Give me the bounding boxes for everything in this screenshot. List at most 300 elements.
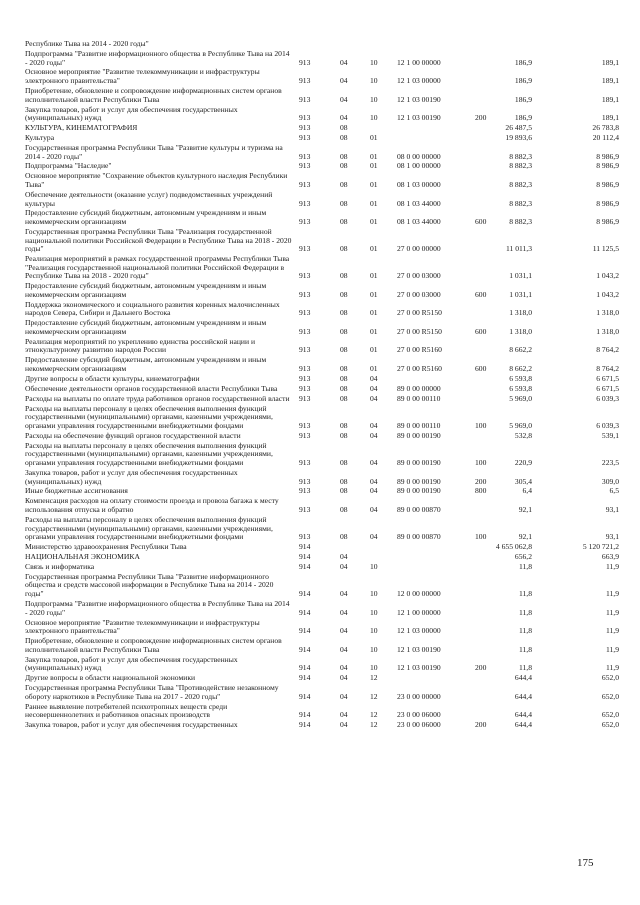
table-row: [25, 40, 625, 49]
section-code-cell: 04: [340, 626, 348, 636]
amount-2020-cell: 1 318,0: [596, 326, 619, 336]
amount-2020-cell: 1 043,2: [596, 289, 619, 299]
row-name: Расходы на обеспечение функций органов государственной власти: [25, 430, 241, 440]
row-name: Подпрограмма "Наследие": [25, 161, 112, 171]
target-article-cell: 12 1 03 00190: [397, 113, 441, 123]
target-article-cell: 27 0 00 R5160: [397, 345, 442, 355]
subsection-code-cell: 01: [370, 345, 378, 355]
row-name: Министерство здравоохранения Республики Тыва: [25, 542, 187, 552]
section-code-cell: 04: [340, 76, 348, 86]
admin-code-cell: 913: [299, 113, 311, 123]
row-name: Подпрограмма "Развитие информационного общества в Республике Тыва на 2014 - 2020 годы": [25, 48, 290, 67]
target-article-cell: 12 0 00 00000: [397, 589, 441, 599]
expense-type-cell: 100: [475, 457, 487, 467]
target-article-cell: 27 0 00 R5150: [397, 308, 442, 318]
target-article-cell: 89 0 00 00110: [397, 393, 441, 403]
row-codes: [25, 563, 625, 572]
table-row: [25, 721, 625, 730]
section-code-cell: 08: [340, 271, 348, 281]
section-code-cell: 08: [340, 180, 348, 189]
amount-2019-cell: 8 882,3: [509, 198, 532, 208]
row-codes: [25, 96, 625, 105]
amount-2019-cell: 11,8: [518, 589, 532, 599]
amount-2020-cell: 93,1: [605, 532, 619, 542]
admin-code-cell: 913: [299, 363, 311, 373]
row-name: Основное мероприятие "Развитие телекоммуникации и инфраструктуры электронного правительства": [25, 67, 260, 86]
amount-2020-cell: 11,9: [605, 589, 619, 599]
table-row: [25, 674, 625, 683]
amount-2019-cell: 644,4: [514, 710, 532, 720]
admin-code-cell: 913: [299, 57, 311, 67]
subsection-code-cell: 10: [370, 644, 378, 654]
target-article-cell: 08 1 03 44000: [397, 198, 441, 208]
admin-code-cell: 914: [299, 691, 311, 701]
admin-code-cell: 913: [299, 123, 311, 133]
admin-code-cell: 913: [299, 151, 311, 161]
admin-code-cell: 914: [299, 710, 311, 720]
admin-code-cell: 913: [299, 486, 311, 496]
target-article-cell: 89 0 00 00870: [397, 532, 441, 542]
section-code-cell: 08: [340, 420, 348, 430]
expense-type-cell: 600: [475, 217, 487, 227]
section-code-cell: 04: [340, 551, 348, 561]
target-article-cell: 08 1 03 44000: [397, 217, 441, 227]
row-codes: [25, 627, 625, 636]
table-row: [25, 228, 625, 254]
subsection-code-cell: 01: [370, 133, 378, 142]
amount-2020-cell: 11,9: [605, 663, 619, 673]
row-name: Компенсация расходов на оплату стоимости проезда и провоза багажа к месту использования отпуска и обратно: [25, 496, 279, 514]
amount-2020-cell: 20 112,4: [592, 133, 619, 142]
table-row: [25, 432, 625, 441]
subsection-code-cell: 04: [370, 430, 378, 440]
table-row: [25, 144, 625, 161]
section-code-cell: 08: [340, 504, 348, 514]
section-code-cell: 04: [340, 710, 348, 720]
target-article-cell: 08 0 00 00000: [397, 151, 441, 161]
subsection-code-cell: 01: [370, 244, 378, 254]
amount-2020-cell: 8 986,9: [596, 161, 619, 171]
admin-code-cell: 914: [299, 551, 311, 561]
row-name: Реализация мероприятий в рамках государственной программы Республики Тыва "Реализация государственной национальной политики Российской Федерации в Республике Тыва на 2018 - 2020 годы": [25, 254, 290, 281]
admin-code-cell: 914: [299, 561, 311, 571]
row-codes: [25, 309, 625, 318]
target-article-cell: 08 1 00 00000: [397, 161, 441, 171]
row-name: Связь и информатика: [25, 561, 95, 571]
row-codes: [25, 77, 625, 86]
row-codes: [25, 385, 625, 394]
target-article-cell: 23 0 00 00000: [397, 691, 441, 701]
row-name: Расходы на выплаты по оплате труда работников органов государственной власти: [25, 393, 290, 403]
row-codes: [25, 291, 625, 300]
table-row: [25, 405, 625, 431]
amount-2020-cell: 93,1: [605, 504, 619, 514]
table-row: [25, 87, 625, 104]
section-code-cell: 08: [340, 393, 348, 403]
admin-code-cell: 914: [299, 644, 311, 654]
table-row: [25, 497, 625, 514]
amount-2020-cell: 11 125,5: [592, 244, 619, 254]
subsection-code-cell: 10: [370, 113, 378, 123]
expense-type-cell: 800: [475, 486, 487, 496]
amount-2019-cell: 8 882,3: [509, 217, 532, 227]
table-row: [25, 338, 625, 355]
target-article-cell: 12 1 03 00190: [397, 644, 441, 654]
section-code-cell: 04: [340, 561, 348, 571]
amount-2019-cell: 305,4: [514, 476, 532, 486]
admin-code-cell: 913: [299, 383, 311, 393]
admin-code-cell: 913: [299, 180, 311, 189]
row-codes: [25, 114, 625, 123]
admin-code-cell: 914: [299, 607, 311, 617]
admin-code-cell: 913: [299, 161, 311, 171]
amount-2020-cell: 8 986,9: [596, 180, 619, 189]
table-row: [25, 356, 625, 373]
table-row: [25, 553, 625, 562]
admin-code-cell: 913: [299, 476, 311, 486]
expense-type-cell: 100: [475, 420, 487, 430]
admin-code-cell: 913: [299, 76, 311, 86]
admin-code-cell: 914: [299, 663, 311, 673]
amount-2019-cell: 1 031,1: [509, 271, 532, 281]
section-code-cell: 04: [340, 607, 348, 617]
row-name: Другие вопросы в области национальной экономики: [25, 673, 196, 683]
row-codes: [25, 478, 625, 487]
admin-code-cell: 913: [299, 393, 311, 403]
admin-code-cell: 913: [299, 430, 311, 440]
amount-2019-cell: 1 318,0: [509, 308, 532, 318]
table-row: [25, 209, 625, 226]
amount-2019-cell: 6 593,8: [509, 383, 532, 393]
amount-2019-cell: 5 969,0: [509, 393, 532, 403]
row-name: Приобретение, обновление и сопровождение информационных систем органов исполнительной власти Республики Тыва: [25, 636, 282, 654]
table-row: [25, 134, 625, 143]
target-article-cell: 27 0 00 00000: [397, 244, 441, 254]
subsection-code-cell: 04: [370, 486, 378, 496]
admin-code-cell: 913: [299, 345, 311, 355]
table-row: [25, 375, 625, 384]
row-codes: [25, 200, 625, 209]
amount-2019-cell: 532,8: [514, 430, 532, 440]
section-code-cell: 08: [340, 457, 348, 467]
amount-2019-cell: 656,2: [514, 551, 532, 561]
amount-2020-cell: 8 986,9: [596, 151, 619, 161]
row-codes: [25, 422, 625, 431]
expense-type-cell: 200: [475, 720, 487, 730]
amount-2019-cell: 186,9: [514, 57, 532, 67]
section-code-cell: 08: [340, 476, 348, 486]
amount-2019-cell: 186,9: [514, 94, 532, 104]
section-code-cell: 08: [340, 123, 348, 133]
section-code-cell: 08: [340, 217, 348, 227]
row-codes: [25, 346, 625, 355]
section-code-cell: 04: [340, 57, 348, 67]
section-code-cell: 08: [340, 373, 348, 383]
row-codes: [25, 590, 625, 599]
amount-2020-cell: 8 764,2: [596, 345, 619, 355]
amount-2020-cell: 11,9: [605, 626, 619, 636]
row-name: Обеспечение деятельности (оказание услуг) подведомственных учреждений культуры: [25, 189, 273, 208]
amount-2020-cell: 189,1: [601, 76, 619, 86]
target-article-cell: 12 1 03 00190: [397, 94, 441, 104]
row-codes: [25, 693, 625, 702]
amount-2019-cell: 4 655 062,8: [495, 542, 532, 552]
row-name: Государственная программа Республики Тыва "Развитие информационного общества и средств массовой информации в Республике Тыва на 2014 - 2020 годы": [25, 571, 274, 599]
amount-2020-cell: 6 671,5: [596, 383, 619, 393]
subsection-code-cell: 12: [370, 691, 378, 701]
amount-2020-cell: 1 318,0: [596, 308, 619, 318]
subsection-code-cell: 04: [370, 476, 378, 486]
section-code-cell: 08: [340, 289, 348, 299]
table-row: [25, 50, 625, 67]
subsection-code-cell: 10: [370, 607, 378, 617]
row-codes: [25, 59, 625, 68]
target-article-cell: 12 1 00 00000: [397, 607, 441, 617]
amount-2019-cell: 8 662,2: [509, 363, 532, 373]
row-name: Другие вопросы в области культуры, кинематографии: [25, 373, 200, 383]
table-row: [25, 282, 625, 299]
target-article-cell: 89 0 00 00190: [397, 430, 441, 440]
expense-type-cell: 600: [475, 363, 487, 373]
amount-2020-cell: 189,1: [601, 94, 619, 104]
row-name: Основное мероприятие "Сохранение объектов культурного наследия Республики Тыва": [25, 171, 288, 189]
section-code-cell: 08: [340, 151, 348, 161]
target-article-cell: 12 1 03 00000: [397, 76, 441, 86]
target-article-cell: 27 0 00 03000: [397, 289, 441, 299]
subsection-code-cell: 12: [370, 710, 378, 720]
admin-code-cell: 913: [299, 457, 311, 467]
table-row: [25, 656, 625, 673]
table-row: [25, 703, 625, 720]
row-name: Закупка товаров, работ и услуг для обеспечения государственных (муниципальных) нужд: [25, 467, 238, 486]
row-codes: [25, 124, 625, 133]
section-code-cell: 08: [340, 532, 348, 542]
row-codes: [25, 395, 625, 404]
row-codes: [25, 375, 625, 384]
row-name: Раннее выявление потребителей психотропных веществ среди несовершеннолетних и работников опасных производств: [25, 701, 228, 720]
row-name: Республике Тыва на 2014 - 2020 годы": [25, 39, 149, 48]
target-article-cell: 89 0 00 00110: [397, 420, 441, 430]
expense-type-cell: 200: [475, 663, 487, 673]
row-name: Поддержка экономического и социального развития коренных малочисленных народов Севера, Сибири и Дальнего Востока: [25, 299, 280, 318]
target-article-cell: 89 0 00 00190: [397, 476, 441, 486]
admin-code-cell: 913: [299, 289, 311, 299]
amount-2019-cell: 26 487,5: [505, 123, 532, 133]
amount-2020-cell: 8 986,9: [596, 198, 619, 208]
row-codes: [25, 272, 625, 281]
admin-code-cell: 913: [299, 94, 311, 104]
table-row: [25, 442, 625, 468]
admin-code-cell: 913: [299, 217, 311, 227]
row-name: Приобретение, обновление и сопровождение информационных систем органов исполнительной власти Республики Тыва: [25, 86, 282, 104]
section-code-cell: 08: [340, 383, 348, 393]
admin-code-cell: 914: [299, 542, 311, 552]
subsection-code-cell: 10: [370, 94, 378, 104]
table-row: [25, 563, 625, 572]
amount-2019-cell: 8 662,2: [509, 345, 532, 355]
table-row: [25, 619, 625, 636]
section-code-cell: 08: [340, 345, 348, 355]
row-codes: [25, 609, 625, 618]
subsection-code-cell: 01: [370, 271, 378, 281]
subsection-code-cell: 04: [370, 420, 378, 430]
row-name: Расходы на выплаты персоналу в целях обеспечения выполнения функций государственными (муниципальными) органами, казенными учреждениями, органами управления государственными внебюджетными фондами: [25, 440, 273, 467]
amount-2019-cell: 220,9: [514, 457, 532, 467]
row-name: Культура: [25, 133, 55, 142]
subsection-code-cell: 01: [370, 308, 378, 318]
amount-2019-cell: 8 882,3: [509, 151, 532, 161]
row-codes: [25, 487, 625, 496]
subsection-code-cell: 10: [370, 663, 378, 673]
row-codes: [25, 553, 625, 562]
expense-type-cell: 100: [475, 532, 487, 542]
amount-2019-cell: 1 318,0: [509, 326, 532, 336]
subsection-code-cell: 12: [370, 720, 378, 730]
subsection-code-cell: 10: [370, 589, 378, 599]
admin-code-cell: 914: [299, 626, 311, 636]
amount-2020-cell: 652,0: [601, 710, 619, 720]
admin-code-cell: 913: [299, 504, 311, 514]
amount-2020-cell: 539,1: [601, 430, 619, 440]
subsection-code-cell: 04: [370, 393, 378, 403]
target-article-cell: 23 0 00 06000: [397, 720, 441, 730]
target-article-cell: 27 0 00 R5160: [397, 363, 442, 373]
admin-code-cell: 913: [299, 326, 311, 336]
row-name: Государственная программа Республики Тыва "Противодействие незаконному обороту наркотиков в Республике Тыва на 2017 - 2020 годы": [25, 683, 279, 701]
amount-2019-cell: 186,9: [514, 76, 532, 86]
row-codes: [25, 153, 625, 162]
row-name: Обеспечение деятельности органов государственной власти Республики Тыва: [25, 383, 278, 393]
amount-2019-cell: 5 969,0: [509, 420, 532, 430]
target-article-cell: 89 0 00 00190: [397, 457, 441, 467]
subsection-code-cell: 10: [370, 561, 378, 571]
amount-2020-cell: 6 671,5: [596, 373, 619, 383]
amount-2020-cell: 6,5: [609, 486, 619, 496]
table-row: [25, 487, 625, 496]
section-code-cell: 08: [340, 326, 348, 336]
row-codes: [25, 328, 625, 337]
section-code-cell: 04: [340, 673, 348, 683]
amount-2020-cell: 309,0: [601, 476, 619, 486]
row-name: Предоставление субсидий бюджетным, автономным учреждениям и иным некоммерческим организациям: [25, 355, 267, 373]
amount-2019-cell: 19 893,6: [505, 133, 532, 142]
subsection-code-cell: 01: [370, 289, 378, 299]
section-code-cell: 04: [340, 589, 348, 599]
row-codes: [25, 674, 625, 683]
row-name: Предоставление субсидий бюджетным, автономным учреждениям и иным некоммерческим организациям: [25, 281, 267, 299]
target-article-cell: 12 1 00 00000: [397, 57, 441, 67]
amount-2019-cell: 8 882,3: [509, 161, 532, 171]
admin-code-cell: 913: [299, 271, 311, 281]
amount-2020-cell: 652,0: [601, 720, 619, 730]
row-codes: [25, 506, 625, 515]
section-code-cell: 04: [340, 94, 348, 104]
amount-2019-cell: 6,4: [522, 486, 532, 496]
row-codes: [25, 181, 625, 190]
subsection-code-cell: 12: [370, 673, 378, 683]
amount-2020-cell: 1 043,2: [596, 271, 619, 281]
row-name: Расходы на выплаты персоналу в целях обеспечения выполнения функций государственными (муниципальными) органами, казенными учреждениями, органами управления государственными внебюджетными фондами: [25, 514, 273, 542]
subsection-code-cell: 01: [370, 363, 378, 373]
row-codes: [25, 245, 625, 254]
row-codes: [25, 218, 625, 227]
table-row: [25, 637, 625, 654]
target-article-cell: 27 0 00 R5150: [397, 326, 442, 336]
admin-code-cell: 913: [299, 420, 311, 430]
amount-2020-cell: 223,5: [601, 457, 619, 467]
amount-2019-cell: 1 031,1: [509, 289, 532, 299]
section-code-cell: 08: [340, 308, 348, 318]
row-codes: [25, 459, 625, 468]
admin-code-cell: 913: [299, 308, 311, 318]
table-row: [25, 385, 625, 394]
expense-type-cell: 200: [475, 113, 487, 123]
amount-2019-cell: 92,1: [518, 504, 532, 514]
subsection-code-cell: 10: [370, 76, 378, 86]
row-name: Закупка товаров, работ и услуг для обеспечения государственных: [25, 720, 238, 730]
page-number: 175: [577, 857, 594, 869]
table-row: [25, 516, 625, 542]
row-codes: [25, 664, 625, 673]
target-article-cell: 89 0 00 00190: [397, 486, 441, 496]
amount-2019-cell: 11,8: [518, 663, 532, 673]
admin-code-cell: 913: [299, 532, 311, 542]
subsection-code-cell: 04: [370, 457, 378, 467]
admin-code-cell: 913: [299, 244, 311, 254]
section-code-cell: 04: [340, 644, 348, 654]
section-code-cell: 04: [340, 663, 348, 673]
row-codes: [25, 721, 625, 730]
amount-2019-cell: 11,8: [518, 561, 532, 571]
row-name: Предоставление субсидий бюджетным, автономным учреждениям и иным некоммерческим организациям: [25, 208, 267, 227]
table-row: [25, 301, 625, 318]
amount-2019-cell: 6 593,8: [509, 373, 532, 383]
amount-2020-cell: 6 039,3: [596, 393, 619, 403]
section-code-cell: 08: [340, 363, 348, 373]
subsection-code-cell: 01: [370, 217, 378, 227]
row-name: Государственная программа Республики Тыва "Реализация государственной национальной политики Российской Федерации в Республике Тыва на 2018 - 2020 годы": [25, 227, 292, 254]
admin-code-cell: 914: [299, 673, 311, 683]
table-row: [25, 469, 625, 486]
subsection-code-cell: 04: [370, 504, 378, 514]
amount-2019-cell: 92,1: [518, 532, 532, 542]
table-row: [25, 191, 625, 208]
section-code-cell: 04: [340, 113, 348, 123]
amount-2020-cell: 189,1: [601, 113, 619, 123]
section-code-cell: 08: [340, 198, 348, 208]
amount-2019-cell: 11,8: [518, 607, 532, 617]
row-name: КУЛЬТУРА, КИНЕМАТОГРАФИЯ: [25, 123, 138, 133]
row-codes: [25, 432, 625, 441]
target-article-cell: 23 0 00 06000: [397, 710, 441, 720]
row-codes: [25, 646, 625, 655]
target-article-cell: 12 1 03 00190: [397, 663, 441, 673]
table-row: [25, 68, 625, 85]
amount-2020-cell: 5 120 721,2: [582, 542, 619, 552]
target-article-cell: 27 0 00 03000: [397, 271, 441, 281]
section-code-cell: 04: [340, 720, 348, 730]
target-article-cell: 08 1 03 00000: [397, 180, 441, 189]
expense-type-cell: 200: [475, 476, 487, 486]
admin-code-cell: 913: [299, 198, 311, 208]
table-row: [25, 684, 625, 701]
section-code-cell: 08: [340, 133, 348, 142]
target-article-cell: 89 0 00 00870: [397, 504, 441, 514]
table-row: [25, 319, 625, 336]
row-codes: [25, 711, 625, 720]
row-name: Предоставление субсидий бюджетным, автономным учреждениям и иным некоммерческим организациям: [25, 318, 267, 336]
amount-2020-cell: 11,9: [605, 644, 619, 654]
